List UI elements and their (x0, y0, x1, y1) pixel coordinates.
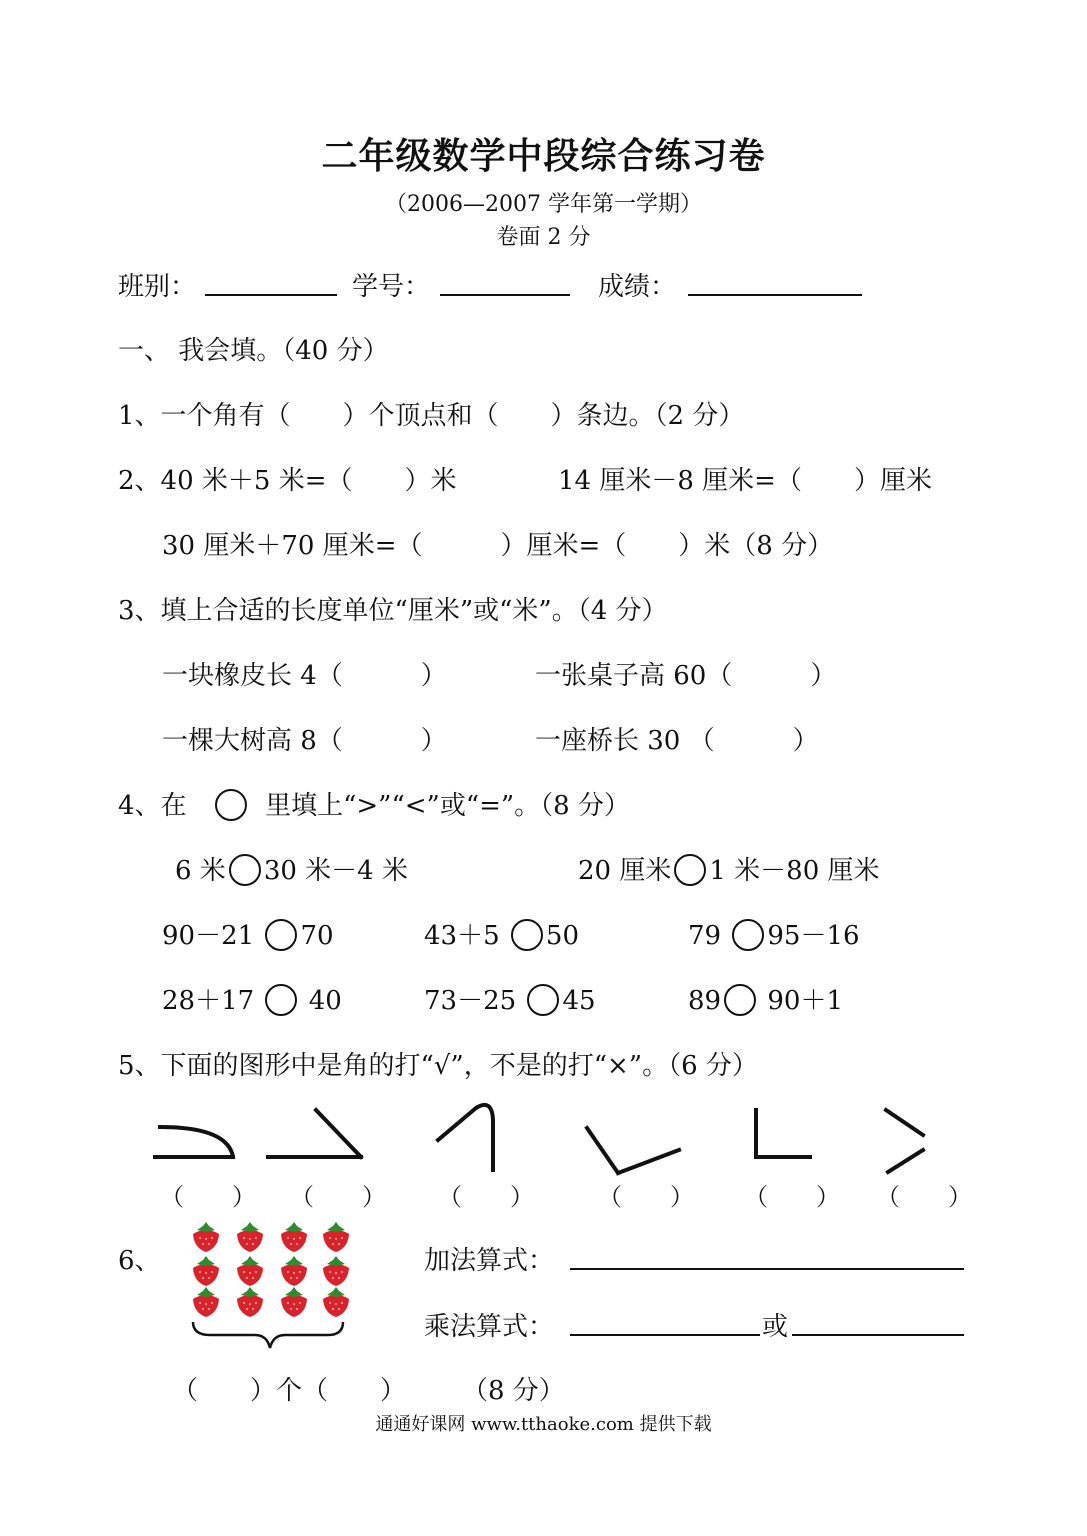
multiplication-field-1[interactable] (570, 1334, 760, 1336)
score-label: 成绩： (598, 272, 677, 302)
compare-right: 50 (545, 921, 579, 951)
compare-right: 95－16 (767, 921, 860, 951)
question-2b: 14 厘米－8 厘米=（ ）厘米 (558, 466, 932, 496)
strawberry-icon (323, 1222, 349, 1252)
question-2c: 30 厘米＋70 厘米=（ ）厘米=（ ）米（8 分） (162, 531, 834, 561)
strawberry-group (193, 1222, 349, 1317)
question-3: 3、填上合适的长度单位“厘米”或“米”。（4 分） (118, 596, 668, 626)
figure-open-lines (886, 1110, 923, 1172)
neatness-note: 卷面 2 分 (496, 225, 591, 250)
addition-label: 加法算式： (424, 1246, 555, 1276)
q4-heading-post: 里填上“>”“<”或“=”。（8 分） (265, 791, 630, 821)
strawberry-icon (237, 1256, 263, 1286)
answer-paren[interactable]: （ ） (160, 1183, 256, 1211)
compare-right: 30 米－4 米 (263, 856, 408, 886)
compare-left: 43＋5 (424, 921, 500, 951)
question-1: 1、一个角有（ ）个顶点和（ ）条边。（2 分） (118, 401, 745, 431)
compare-left: 20 厘米 (578, 856, 672, 886)
strawberry-icon (193, 1256, 219, 1286)
compare-left: 73－25 (424, 986, 517, 1016)
question-3a: 一块橡皮长 4（ ） (162, 661, 447, 691)
strawberry-icon (323, 1287, 349, 1317)
figure-rounded-corner (438, 1105, 493, 1170)
compare-left: 79 (688, 921, 722, 951)
question-3d: 一座桥长 30 （ ） (535, 726, 819, 756)
question-3c: 一棵大树高 8（ ） (162, 726, 447, 756)
strawberry-icon (237, 1222, 263, 1252)
groups-answer: （ ）个（ ） (172, 1376, 407, 1406)
q4-heading-pre: 4、在 (118, 791, 187, 821)
strawberry-icon (281, 1287, 307, 1317)
answer-paren[interactable]: （ ） (290, 1183, 386, 1211)
question-6-score: （8 分） (462, 1376, 565, 1406)
addition-field[interactable] (570, 1268, 964, 1270)
strawberry-icon (323, 1256, 349, 1286)
compare-right: 70 (300, 921, 334, 951)
page-title: 二年级数学中段综合练习卷 (321, 135, 766, 177)
answer-paren[interactable]: （ ） (744, 1183, 840, 1211)
answer-paren[interactable]: （ ） (876, 1183, 972, 1211)
compare-right: 40 (308, 986, 342, 1016)
question-5: 5、下面的图形中是角的打“√”，不是的打“×”。（6 分） (118, 1051, 758, 1081)
compare-left: 90－21 (162, 921, 255, 951)
compare-right: 45 (562, 986, 596, 1016)
compare-left: 6 米 (175, 856, 226, 886)
section-heading: 一、 我会填。（40 分） (118, 336, 389, 366)
strawberry-icon (281, 1256, 307, 1286)
compare-left: 89 (688, 986, 722, 1016)
strawberry-icon (193, 1222, 219, 1252)
compare-right: 1 米－80 厘米 (709, 856, 880, 886)
compare-left: 28＋17 (162, 986, 255, 1016)
strawberry-icon (237, 1287, 263, 1317)
multiplication-field-2[interactable] (792, 1334, 964, 1336)
term-subtitle: （2006—2007 学年第一学期） (385, 192, 702, 217)
question-6-number: 6、 (118, 1246, 161, 1276)
class-label: 班别： (118, 272, 197, 302)
multiplication-label: 乘法算式： (424, 1312, 555, 1342)
number-label: 学号： (352, 272, 431, 302)
figure-angle-2 (587, 1128, 679, 1173)
figure-angle-1 (268, 1110, 361, 1157)
question-2a: 2、40 米＋5 米=（ ）米 (118, 466, 457, 496)
strawberry-icon (193, 1287, 219, 1317)
answer-paren[interactable]: （ ） (438, 1183, 534, 1211)
footer-credit: 通通好课网 www.tthaoke.com 提供下载 (375, 1414, 712, 1435)
strawberry-icon (281, 1222, 307, 1252)
brace-icon (193, 1322, 343, 1348)
compare-right: 90＋1 (767, 986, 843, 1016)
or-label: 或 (762, 1312, 789, 1342)
question-3b: 一张桌子高 60（ ） (535, 661, 837, 691)
figure-curve-not-angle (155, 1127, 233, 1157)
answer-paren[interactable]: （ ） (598, 1183, 694, 1211)
figure-right-angle (756, 1110, 810, 1157)
